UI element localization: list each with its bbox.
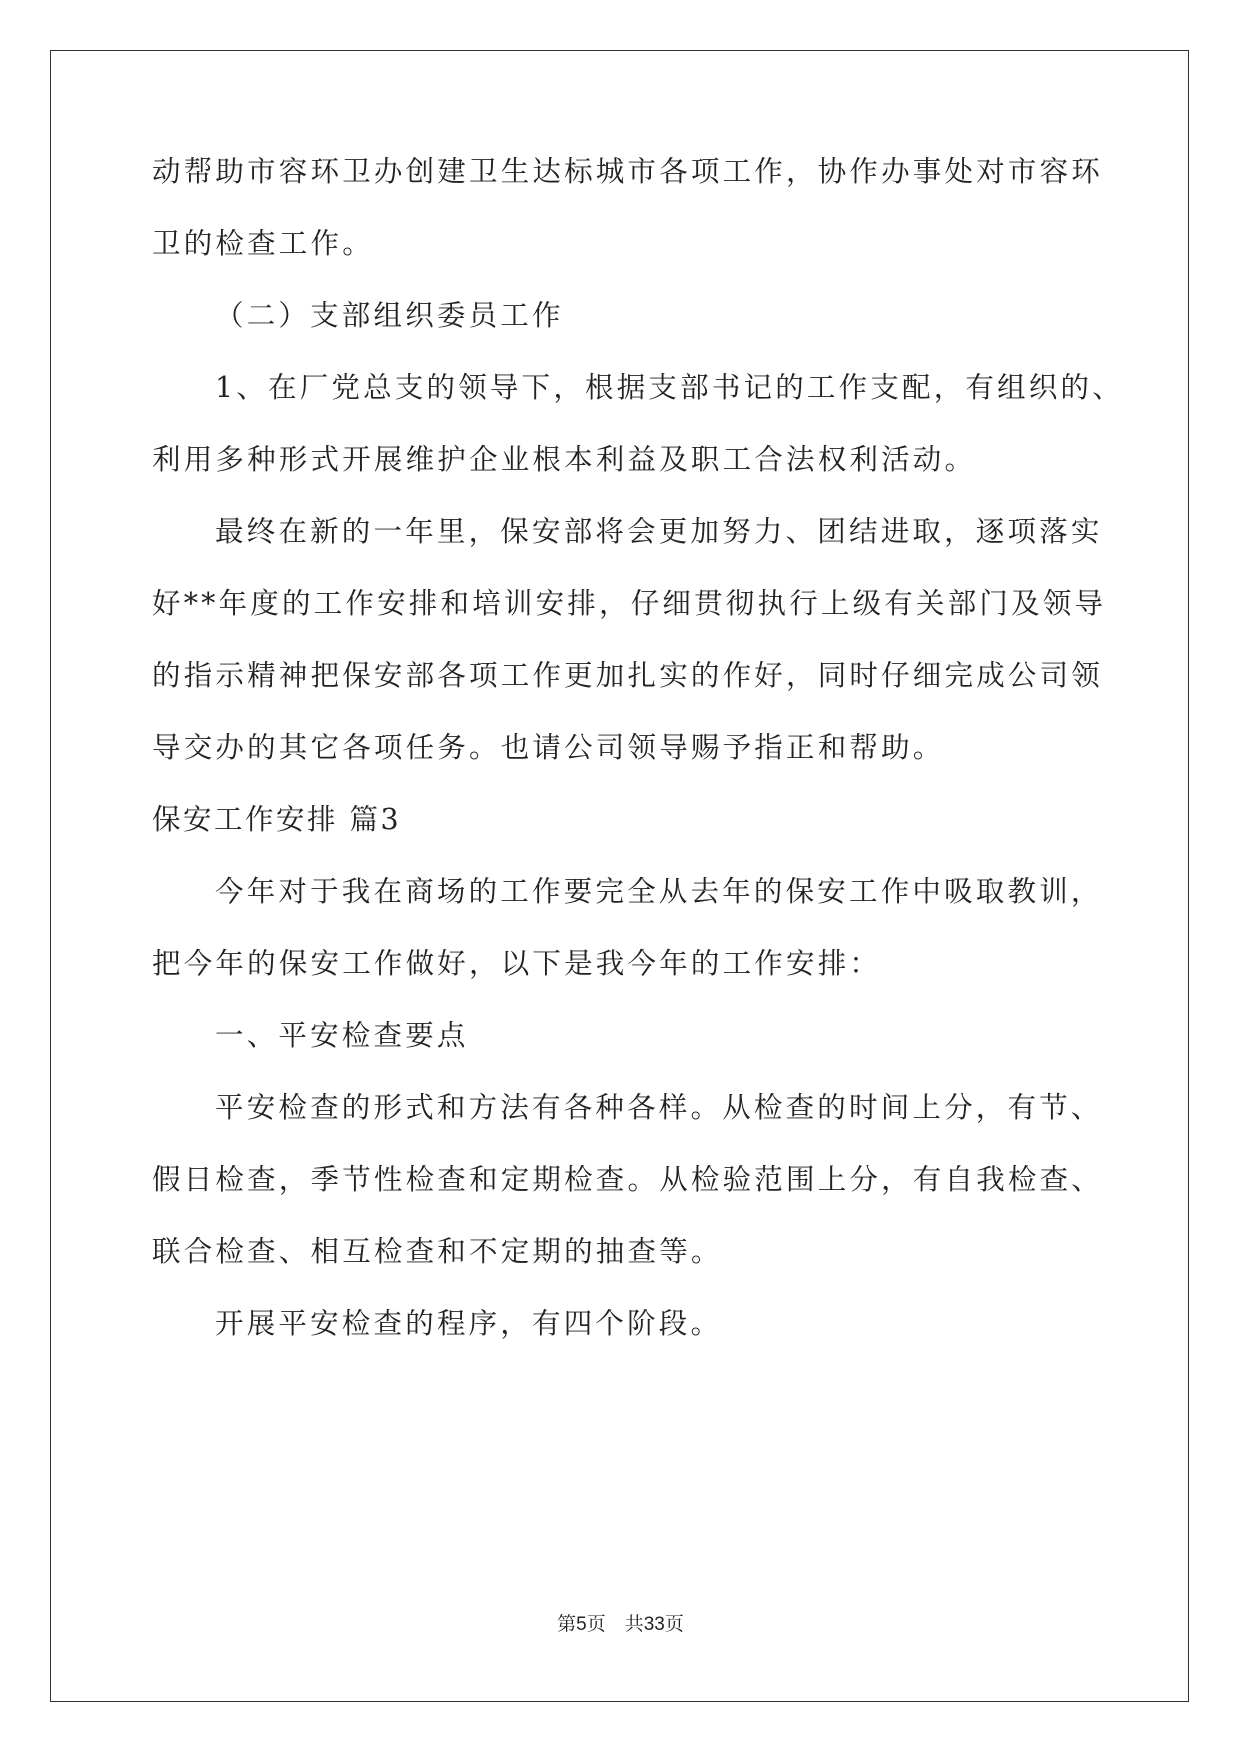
- body-line: 卫的检查工作。: [152, 227, 374, 260]
- body-line: 利用多种形式开展维护企业根本利益及职工合法权利活动。: [152, 443, 977, 476]
- body-line: 最终在新的一年里，保安部将会更加努力、团结进取，逐项落实: [215, 515, 1103, 548]
- current-page-number: 5: [576, 1614, 587, 1635]
- page-footer: [0, 1612, 1241, 1637]
- section-heading: 一、平安检查要点: [215, 1019, 469, 1052]
- body-line: 把今年的保安工作做好，以下是我今年的工作安排：: [152, 947, 882, 980]
- section-heading: （二）支部组织委员工作: [215, 299, 564, 332]
- body-line: 的指示精神把保安部各项工作更加扎实的作好，同时仔细完成公司领: [152, 659, 1104, 692]
- body-line: 好**年度的工作安排和培训安排，仔细贯彻执行上级有关部门及领导: [152, 587, 1107, 620]
- body-line: 动帮助市容环卫办创建卫生达标城市各项工作，协作办事处对市容环: [152, 155, 1104, 188]
- body-line: 假日检查，季节性检查和定期检查。从检验范围上分，有自我检查、: [152, 1163, 1104, 1196]
- body-line: 今年对于我在商场的工作要完全从去年的保安工作中吸取教训，: [215, 875, 1103, 908]
- body-line: 开展平安检查的程序，有四个阶段。: [215, 1307, 723, 1340]
- footer-prefix: 第: [557, 1613, 577, 1635]
- total-pages-number: 33: [643, 1614, 665, 1635]
- body-line: 平安检查的形式和方法有各种各样。从检查的时间上分，有节、: [215, 1091, 1103, 1124]
- footer-suffix: 页: [664, 1613, 684, 1635]
- footer-middle: 页 共: [586, 1613, 644, 1635]
- body-line: 导交办的其它各项任务。也请公司领导赐予指正和帮助。: [152, 731, 945, 764]
- body-line: 1、在厂党总支的领导下，根据支部书记的工作支配，有组织的、: [215, 371, 1124, 404]
- body-line: 联合检查、相互检查和不定期的抽查等。: [152, 1235, 723, 1268]
- chapter-title: 保安工作安排 篇3: [152, 803, 402, 836]
